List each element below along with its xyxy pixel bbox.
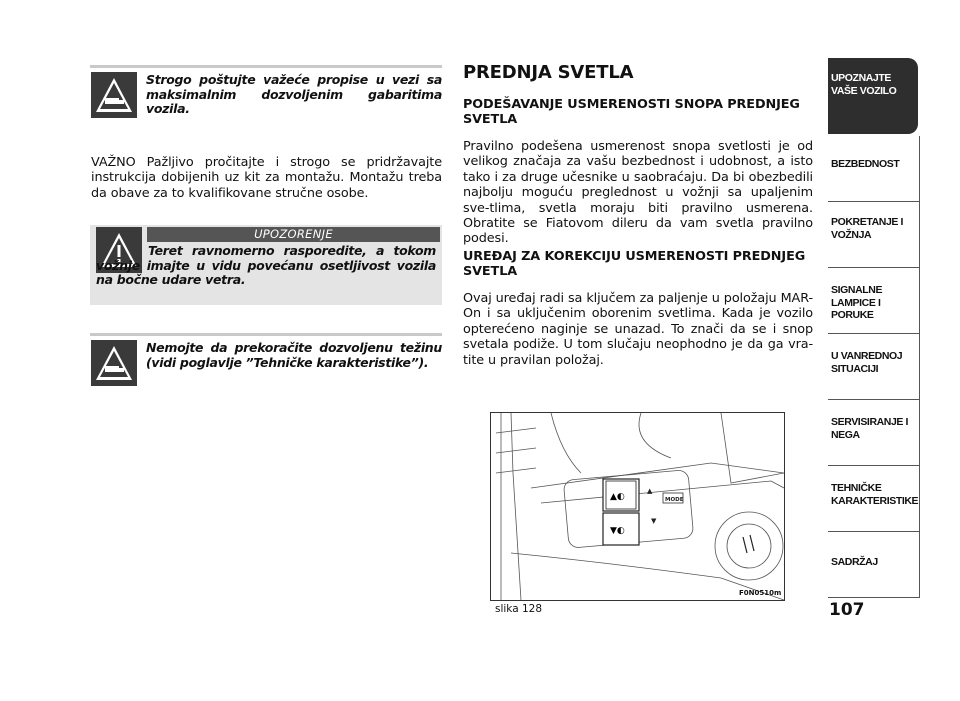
truck-warning-icon (91, 72, 137, 118)
svg-text:▼◐: ▼◐ (610, 526, 625, 536)
tab-tehnicke[interactable]: TEHNIČKE KARAKTERISTIKE (828, 466, 920, 532)
page-number: 107 (829, 600, 865, 620)
section1-text: Pravilno podešena usmerenost snopa svetlosti je od velikog značaja za vašu bezbednost i udobnost, a isto tako i za druge učesnike u saobraćaju. Da bi obezbedili najbolju moguću preglednost u vožnji sa upaljenim sve-tlima, svetla moraju biti pravilno usmerena. Obratite se Fiatovom dileru da vam svetla pravilno podesi. (463, 139, 813, 247)
tab-vanredna[interactable]: U VANREDNOJ SITUACIJI (828, 334, 920, 400)
figure-code: F0N0510m (739, 589, 782, 597)
tab-upoznajte[interactable]: UPOZNAJTE VAŠE VOZILO (828, 58, 918, 134)
note-weight: Nemojte da prekoračite dozvoljenu težinu (vidi poglavlje ”Tehničke karakteristike”). (146, 340, 442, 370)
section2-text: Ovaj uređaj radi sa ključem za paljenje u položaju MAR-On i sa uključenim oborenim svetlima. Kada je vozilo opterećeno naginje se unazad. To znači da se i snop svetala podiže. U tom slučaju neophodno je da ga vra-tite u pravilan položaj. (463, 291, 813, 368)
mode-button-label: MODE (665, 497, 684, 503)
tab-signalne[interactable]: SIGNALNE LAMPICE I PORUKE (828, 268, 920, 334)
section1-heading: PODEŠAVANJE USMERENOSTI SNOPA PREDNJEG SVETLA (463, 97, 800, 127)
warning-text: Teret ravnomerno rasporedite, a tokom vožnje imajte u vidu povećanu osetljivost vozila na bočne udare vetra. (96, 243, 436, 287)
svg-text:▼: ▼ (651, 517, 657, 525)
tab-sadrzaj[interactable]: SADRŽAJ (828, 532, 920, 598)
section2-heading: UREĐAJ ZA KOREKCIJU USMERENOSTI PREDNJEG SVETLA (463, 249, 806, 279)
svg-text:▲◐: ▲◐ (610, 492, 625, 502)
tab-pokretanje[interactable]: POKRETANJE I VOŽNJA (828, 202, 920, 268)
warning-header: UPOZORENJE (147, 227, 440, 242)
figure-caption: slika 128 (495, 603, 543, 615)
tab-servisiranje[interactable]: SERVISIRANJE I NEGA (828, 400, 920, 466)
dashboard-illustration (491, 413, 784, 600)
note-dimensions: Strogo poštujte važeće propise u vezi sa maksimalnim dozvoljenim gabaritima vozila. (146, 72, 442, 116)
important-notice: VAŽNO Pažljivo pročitajte i strogo se pridržavajte instrukcija dobijenih uz kit za montažu. Montažu treba da obave za to kvalifikovane stručne osobe. (91, 155, 442, 201)
note1-rule (90, 65, 442, 68)
page-title: PREDNJA SVETLA (463, 62, 634, 83)
note2-rule (90, 333, 442, 336)
tab-bezbednost[interactable]: BEZBEDNOST (828, 136, 920, 202)
headlight-switch-figure (490, 412, 785, 601)
truck-weight-icon (91, 340, 137, 386)
svg-text:▲: ▲ (647, 487, 653, 495)
